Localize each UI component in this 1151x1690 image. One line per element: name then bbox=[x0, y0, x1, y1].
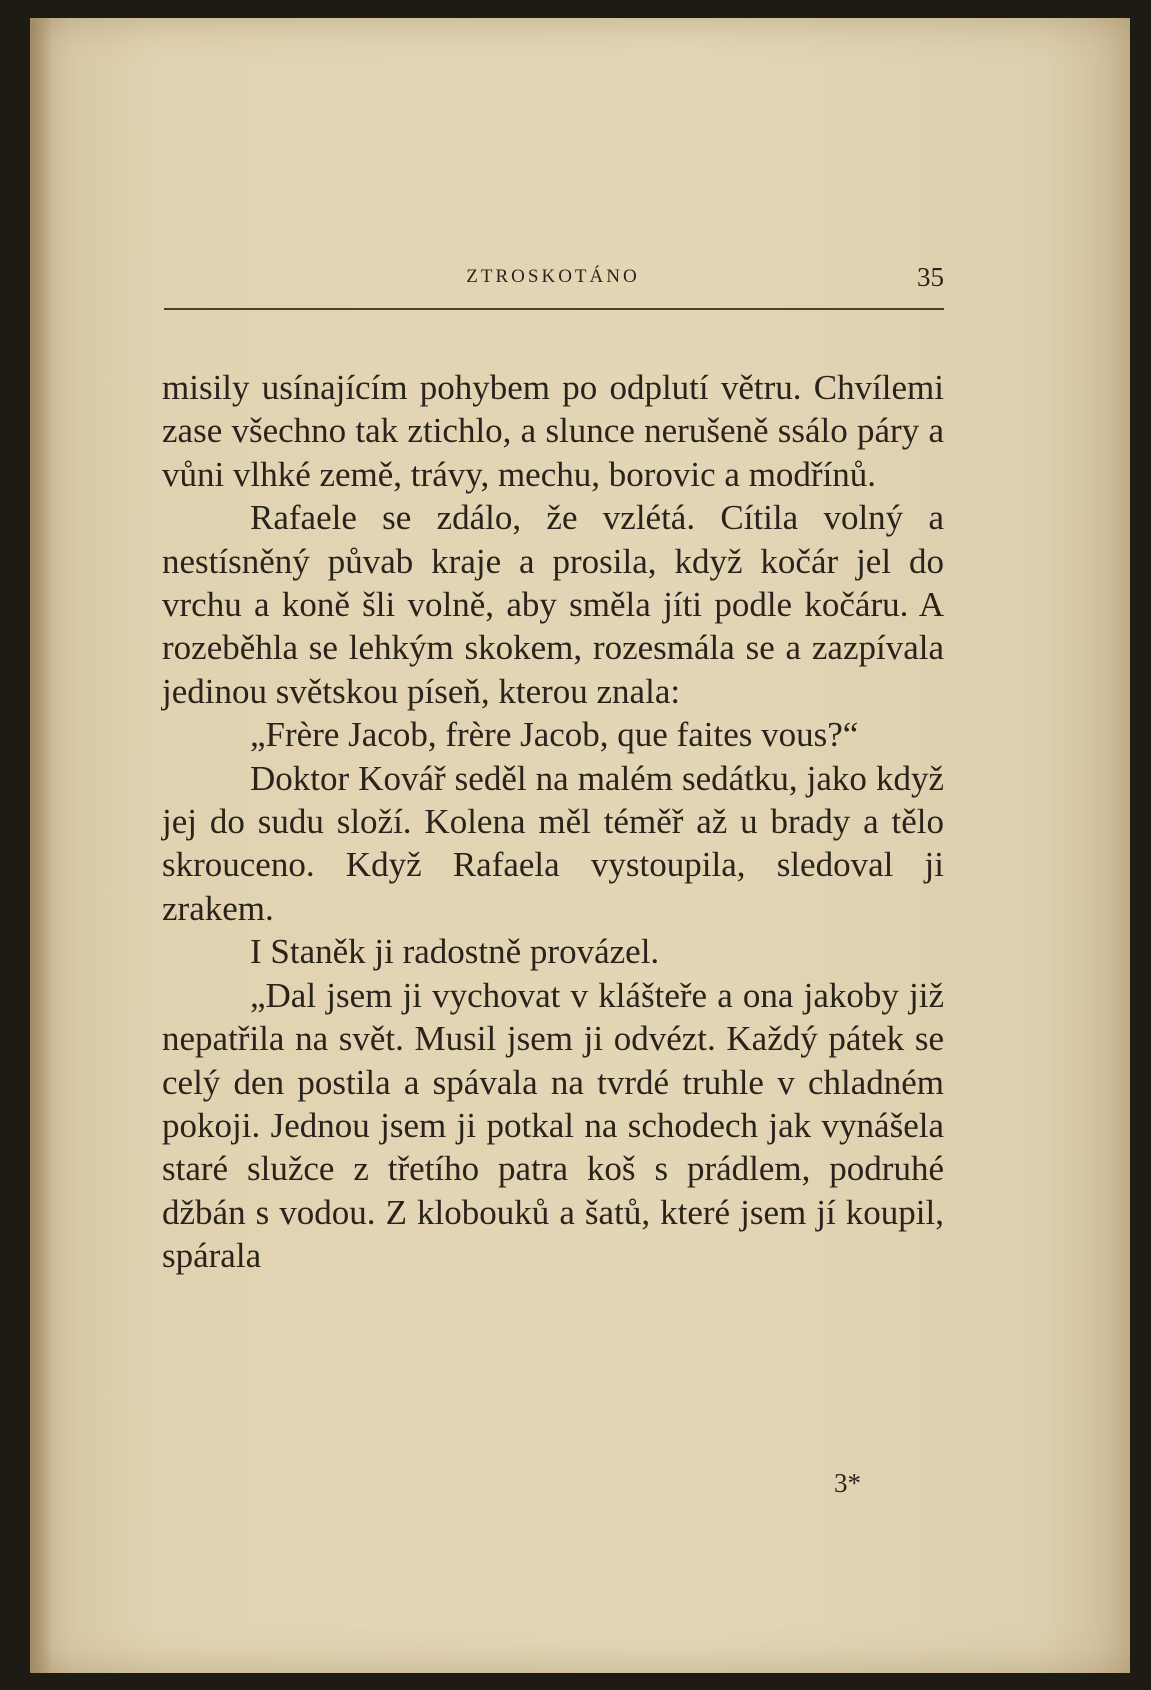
printer-signature-mark: 3* bbox=[834, 1468, 861, 1498]
paragraph: misily usínajícím pohybem po odplutí větru. Chvílemi zase všechno tak ztichlo, a slunce nerušeně ssálo páry a vůni vlhké země, trávy, mechu, borovic a modřínů. bbox=[162, 368, 944, 494]
header-rule bbox=[164, 308, 944, 310]
body-text bbox=[162, 366, 944, 1278]
song-quote: „Frère Jacob, frère Jacob, que faites vous?“ bbox=[250, 715, 859, 755]
running-head bbox=[162, 262, 944, 296]
running-title: ZTROSKOTÁNO bbox=[466, 266, 640, 287]
paragraph: Rafaele se zdálo, že vzlétá. Cítila volný a nestísněný půvab kraje a prosila, když kočár jel do vrchu a koně šli volně, aby směla jíti podle kočáru. A rozeběhla se lehkým skokem, rozesmála se a zazpívala jedinou světskou píseň, kterou znala: bbox=[162, 498, 944, 711]
paragraph: Doktor Kovář seděl na malém sedátku, jako když jej do sudu složí. Kolena měl téměř až u brady a tělo skrouceno. Když Rafaela vystoupila, sledoval ji zrakem. bbox=[162, 758, 944, 928]
page-number: 35 bbox=[917, 262, 944, 292]
paragraph: „Dal jsem ji vychovat v klášteře a ona jakoby již nepatřila na svět. Musil jsem ji odvézt. Každý pátek se celý den postila a spávala na tvrdé truhle v chladném pokoji. Jednou jsem ji potkal na schodech jak vynášela staré služce z třetího patra koš s prádlem, podruhé džbán s vodou. Z klobouků a šatů, které jsem jí koupil, spárala bbox=[162, 975, 944, 1276]
binding-edge bbox=[30, 18, 52, 1673]
paragraph: I Staněk ji radostně provázel. bbox=[250, 932, 660, 972]
